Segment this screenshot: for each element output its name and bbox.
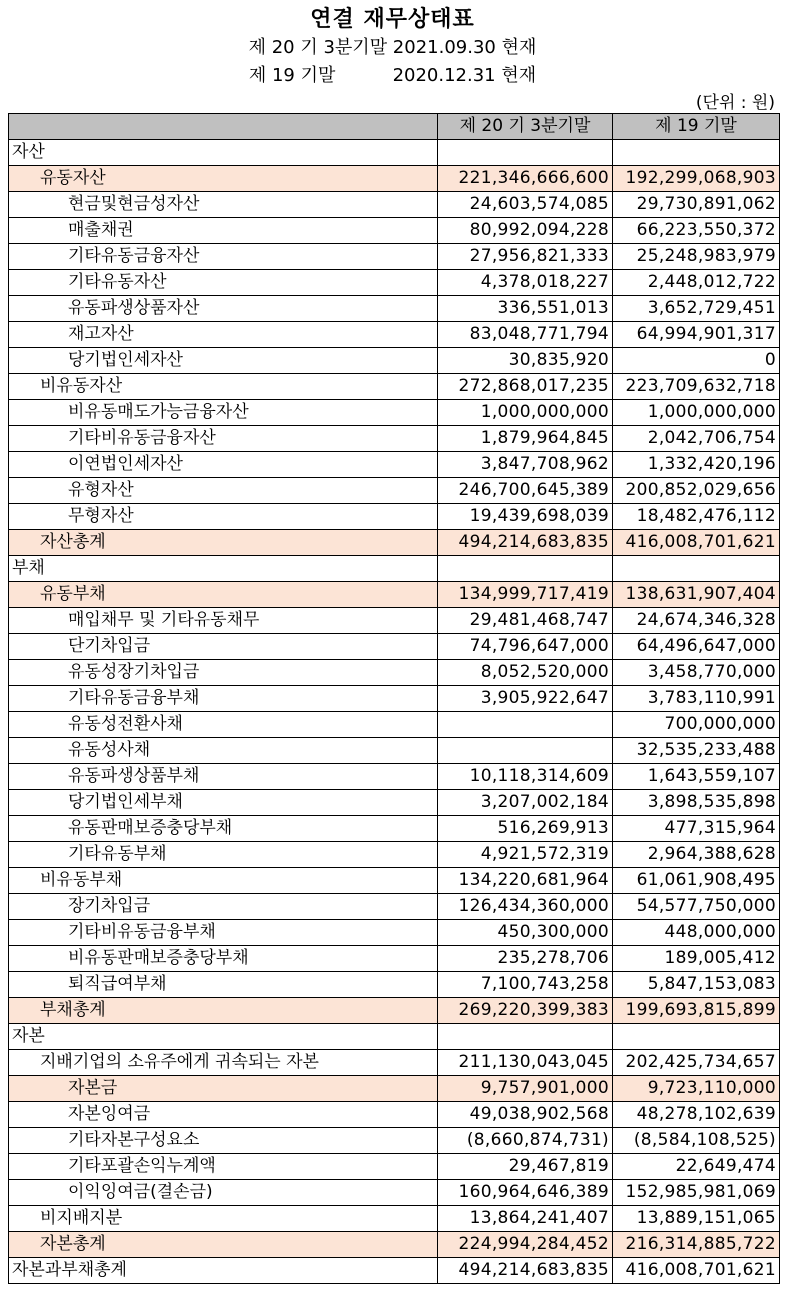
prior-period-value: 3,783,110,991: [613, 686, 780, 712]
current-period-value: 224,994,284,452: [438, 1232, 613, 1258]
table-row: [9, 998, 780, 1024]
current-period-value: (8,660,874,731): [438, 1128, 613, 1154]
current-period-value: 49,038,902,568: [438, 1102, 613, 1128]
current-period-value: 516,269,913: [438, 816, 613, 842]
prior-period-value: 5,847,153,083: [613, 972, 780, 998]
account-label: 유동성사채: [9, 738, 438, 764]
account-label: 기타유동부채: [9, 842, 438, 868]
account-label: 자본금: [9, 1076, 438, 1102]
account-label: 부채: [9, 556, 438, 582]
account-label: 자산총계: [9, 530, 438, 556]
prior-period-value: 1,643,559,107: [613, 764, 780, 790]
account-label: 기타유동금융부채: [9, 686, 438, 712]
table-row: [9, 1024, 780, 1050]
account-label: 기타비유동금융자산: [9, 426, 438, 452]
prior-period-value: 192,299,068,903: [613, 166, 780, 192]
account-label: 자본총계: [9, 1232, 438, 1258]
current-period-value: 29,467,819: [438, 1154, 613, 1180]
table-row: [9, 140, 780, 166]
current-period-value: 450,300,000: [438, 920, 613, 946]
table-row: [9, 348, 780, 374]
account-label: 당기법인세부채: [9, 790, 438, 816]
current-period-value: [438, 712, 613, 738]
table-row: [9, 764, 780, 790]
table-row: [9, 634, 780, 660]
current-period-value: 3,847,708,962: [438, 452, 613, 478]
table-row: [9, 1154, 780, 1180]
table-row: [9, 166, 780, 192]
account-label: 자본과부채총계: [9, 1258, 438, 1284]
prior-period-value: 29,730,891,062: [613, 192, 780, 218]
account-label: 매입채무 및 기타유동채무: [9, 608, 438, 634]
prior-period-value: 66,223,550,372: [613, 218, 780, 244]
table-row: [9, 738, 780, 764]
account-label: 유동부채: [9, 582, 438, 608]
current-period-value: 336,551,013: [438, 296, 613, 322]
current-period-value: 24,603,574,085: [438, 192, 613, 218]
table-row: [9, 894, 780, 920]
current-period-value: 494,214,683,835: [438, 1258, 613, 1284]
prior-period-value: 152,985,981,069: [613, 1180, 780, 1206]
account-label: 단기차입금: [9, 634, 438, 660]
prior-period-label: 제 19 기말 2020.12.31 현재: [248, 65, 537, 86]
prior-period-value: 3,652,729,451: [613, 296, 780, 322]
current-period-value: 160,964,646,389: [438, 1180, 613, 1206]
table-row: [9, 816, 780, 842]
account-label: 무형자산: [9, 504, 438, 530]
prior-period-value: 223,709,632,718: [613, 374, 780, 400]
current-period-value: 246,700,645,389: [438, 478, 613, 504]
prior-period-value: 61,061,908,495: [613, 868, 780, 894]
prior-period-value: 2,964,388,628: [613, 842, 780, 868]
account-label: 자본: [9, 1024, 438, 1050]
account-label: 비유동매도가능금융자산: [9, 400, 438, 426]
prior-period-value: 416,008,701,621: [613, 530, 780, 556]
prior-period-value: 202,425,734,657: [613, 1050, 780, 1076]
prior-period-value: 32,535,233,488: [613, 738, 780, 764]
account-label: 기타자본구성요소: [9, 1128, 438, 1154]
table-row: [9, 660, 780, 686]
account-label: 유동판매보증충당부채: [9, 816, 438, 842]
prior-period-value: [613, 140, 780, 166]
prior-period-value: 64,994,901,317: [613, 322, 780, 348]
prior-period-value: 138,631,907,404: [613, 582, 780, 608]
prior-period-value: 54,577,750,000: [613, 894, 780, 920]
table-row: [9, 1102, 780, 1128]
account-label: 비유동부채: [9, 868, 438, 894]
account-label: 재고자산: [9, 322, 438, 348]
prior-period-value: 1,000,000,000: [613, 400, 780, 426]
prior-period-value: 3,458,770,000: [613, 660, 780, 686]
prior-period-value: 24,674,346,328: [613, 608, 780, 634]
table-row: [9, 322, 780, 348]
table-row: [9, 1128, 780, 1154]
account-label: 비지배지분: [9, 1206, 438, 1232]
current-period-value: 4,378,018,227: [438, 270, 613, 296]
column-header-account: [9, 114, 438, 140]
table-row: [9, 1076, 780, 1102]
table-row: [9, 244, 780, 270]
statement-title: 연결 재무상태표: [310, 7, 475, 32]
account-label: 장기차입금: [9, 894, 438, 920]
prior-period-value: 416,008,701,621: [613, 1258, 780, 1284]
table-row: [9, 478, 780, 504]
prior-period-value: 189,005,412: [613, 946, 780, 972]
current-period-value: 269,220,399,383: [438, 998, 613, 1024]
prior-period-value: 199,693,815,899: [613, 998, 780, 1024]
account-label: 이익잉여금(결손금): [9, 1180, 438, 1206]
account-label: 부채총계: [9, 998, 438, 1024]
table-row: [9, 972, 780, 998]
current-period-value: 74,796,647,000: [438, 634, 613, 660]
account-label: 자산: [9, 140, 438, 166]
table-header-row: [9, 114, 780, 140]
prior-period-value: 216,314,885,722: [613, 1232, 780, 1258]
current-period-value: 1,879,964,845: [438, 426, 613, 452]
current-period-value: 221,346,666,600: [438, 166, 613, 192]
account-label: 현금및현금성자산: [9, 192, 438, 218]
table-row: [9, 530, 780, 556]
account-label: 비유동자산: [9, 374, 438, 400]
table-row: [9, 556, 780, 582]
table-row: [9, 946, 780, 972]
prior-period-value: 200,852,029,656: [613, 478, 780, 504]
prior-period-value: 477,315,964: [613, 816, 780, 842]
table-row: [9, 218, 780, 244]
table-row: [9, 452, 780, 478]
account-label: 기타비유동금융부채: [9, 920, 438, 946]
table-row: [9, 920, 780, 946]
prior-period-value: 3,898,535,898: [613, 790, 780, 816]
column-header-current: 제 20 기 3분기말: [438, 114, 613, 140]
current-period-value: [438, 1024, 613, 1050]
account-label: 당기법인세자산: [9, 348, 438, 374]
prior-period-value: 25,248,983,979: [613, 244, 780, 270]
table-row: [9, 712, 780, 738]
current-period-value: 9,757,901,000: [438, 1076, 613, 1102]
account-label: 기타유동자산: [9, 270, 438, 296]
prior-period-value: 2,042,706,754: [613, 426, 780, 452]
table-row: [9, 790, 780, 816]
prior-period-value: 1,332,420,196: [613, 452, 780, 478]
prior-period-value: 700,000,000: [613, 712, 780, 738]
current-period-value: 19,439,698,039: [438, 504, 613, 530]
table-row: [9, 374, 780, 400]
account-label: 퇴직급여부채: [9, 972, 438, 998]
table-row: [9, 1050, 780, 1076]
current-period-label: 제 20 기 3분기말 2021.09.30 현재: [248, 37, 537, 58]
current-period-value: [438, 556, 613, 582]
current-period-value: 30,835,920: [438, 348, 613, 374]
account-label: 이연법인세자산: [9, 452, 438, 478]
table-row: [9, 504, 780, 530]
account-label: 유동성전환사채: [9, 712, 438, 738]
account-label: 유동성장기차입금: [9, 660, 438, 686]
unit-label: (단위 : 원): [695, 93, 775, 113]
current-period-value: 235,278,706: [438, 946, 613, 972]
table-row: [9, 1232, 780, 1258]
account-label: 유형자산: [9, 478, 438, 504]
current-period-value: 4,921,572,319: [438, 842, 613, 868]
table-row: [9, 296, 780, 322]
current-period-value: 27,956,821,333: [438, 244, 613, 270]
account-label: 매출채권: [9, 218, 438, 244]
account-label: 기타포괄손익누계액: [9, 1154, 438, 1180]
account-label: 자본잉여금: [9, 1102, 438, 1128]
current-period-value: 10,118,314,609: [438, 764, 613, 790]
table-row: [9, 1206, 780, 1232]
table-row: [9, 842, 780, 868]
prior-period-value: 22,649,474: [613, 1154, 780, 1180]
table-row: [9, 400, 780, 426]
prior-period-value: [613, 556, 780, 582]
account-label: 유동파생상품자산: [9, 296, 438, 322]
account-label: 기타유동금융자산: [9, 244, 438, 270]
current-period-value: 13,864,241,407: [438, 1206, 613, 1232]
current-period-value: 29,481,468,747: [438, 608, 613, 634]
current-period-value: 211,130,043,045: [438, 1050, 613, 1076]
current-period-value: 134,999,717,419: [438, 582, 613, 608]
table-body: [9, 140, 780, 1284]
current-period-value: 126,434,360,000: [438, 894, 613, 920]
current-period-value: 494,214,683,835: [438, 530, 613, 556]
account-label: 비유동판매보증충당부채: [9, 946, 438, 972]
prior-period-value: 0: [613, 348, 780, 374]
table-row: [9, 1258, 780, 1284]
current-period-value: 272,868,017,235: [438, 374, 613, 400]
account-label: 지배기업의 소유주에게 귀속되는 자본: [9, 1050, 438, 1076]
table-row: [9, 426, 780, 452]
balance-sheet-table: [8, 113, 780, 1284]
current-period-value: 134,220,681,964: [438, 868, 613, 894]
prior-period-value: 48,278,102,639: [613, 1102, 780, 1128]
prior-period-value: 2,448,012,722: [613, 270, 780, 296]
table-row: [9, 582, 780, 608]
prior-period-value: [613, 1024, 780, 1050]
prior-period-value: 64,496,647,000: [613, 634, 780, 660]
current-period-value: [438, 738, 613, 764]
prior-period-value: 448,000,000: [613, 920, 780, 946]
table-row: [9, 270, 780, 296]
column-header-prior: 제 19 기말: [613, 114, 780, 140]
current-period-value: [438, 140, 613, 166]
current-period-value: 80,992,094,228: [438, 218, 613, 244]
current-period-value: 1,000,000,000: [438, 400, 613, 426]
account-label: 유동파생상품부채: [9, 764, 438, 790]
current-period-value: 3,207,002,184: [438, 790, 613, 816]
table-row: [9, 1180, 780, 1206]
table-row: [9, 608, 780, 634]
prior-period-value: 13,889,151,065: [613, 1206, 780, 1232]
prior-period-value: (8,584,108,525): [613, 1128, 780, 1154]
table-row: [9, 192, 780, 218]
table-row: [9, 686, 780, 712]
prior-period-value: 9,723,110,000: [613, 1076, 780, 1102]
current-period-value: 3,905,922,647: [438, 686, 613, 712]
current-period-value: 8,052,520,000: [438, 660, 613, 686]
account-label: 유동자산: [9, 166, 438, 192]
table-row: [9, 868, 780, 894]
current-period-value: 7,100,743,258: [438, 972, 613, 998]
current-period-value: 83,048,771,794: [438, 322, 613, 348]
prior-period-value: 18,482,476,112: [613, 504, 780, 530]
